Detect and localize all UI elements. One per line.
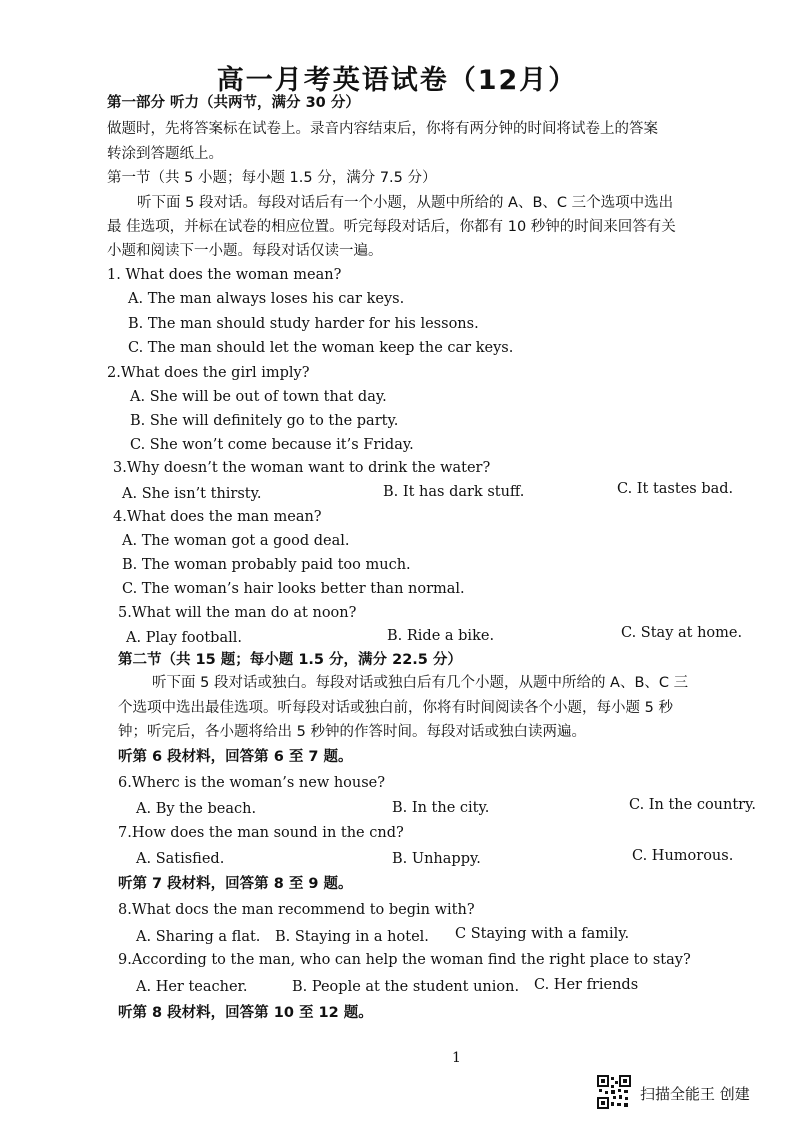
question-5-option-c: C. Stay at home.: [621, 625, 743, 641]
question-3-option-c: C. It tastes bad.: [617, 481, 734, 497]
part1-intro-line1: 做题时，先将答案标在试卷上。录音内容结束后，你将有两分钟的时间将试卷上的答案: [107, 121, 658, 137]
section1-instr-line1: 听下面 5 段对话。每段对话后有一个小题，从题中所给的 A、B、C 三个选项中选出: [137, 195, 674, 211]
page-title: 高一月考英语试卷（12月）: [216, 65, 578, 96]
question-3-stem: 3.Why doesn’t the woman want to drink the water?: [113, 460, 491, 476]
scanner-watermark: 扫描全能王 创建: [640, 1085, 750, 1103]
question-8-stem: 8.What docs the man recommend to begin with?: [118, 902, 475, 918]
question-9-stem: 9.According to the man, who can help the woman find the right place to stay?: [118, 952, 691, 968]
question-2-option-c: C. She won’t come because it’s Friday.: [130, 437, 414, 453]
question-5-stem: 5.What will the man do at noon?: [118, 605, 357, 621]
question-9-option-a: A. Her teacher.: [136, 979, 248, 995]
question-9-option-b: B. People at the student union.: [292, 979, 520, 995]
qr-code-icon: [597, 1075, 631, 1109]
question-3-option-a: A. She isn’t thirsty.: [122, 486, 262, 502]
question-8-option-a: A. Sharing a flat.: [136, 929, 261, 945]
question-9-option-c: C. Her friends: [534, 977, 639, 993]
question-3-option-b: B. It has dark stuff.: [383, 484, 525, 500]
question-1-option-b: B. The man should study harder for his lessons.: [128, 316, 479, 332]
material-6-heading: 听第 6 段材料，回答第 6 至 7 题。: [118, 749, 353, 765]
section2-instr-line2: 个选项中选出最佳选项。听每段对话或独白前，你将有时间阅读各个小题，每小题 5 秒: [118, 700, 673, 716]
question-6-option-b: B. In the city.: [392, 800, 490, 816]
section2-instr-line3: 钟；听完后，各小题将给出 5 秒钟的作答时间。每段对话或独白读两遍。: [118, 724, 586, 740]
question-1-stem: 1. What does the woman mean?: [107, 267, 342, 283]
section2-heading: 第二节（共 15 题；每小题 1.5 分，满分 22.5 分）: [118, 652, 462, 668]
question-2-stem: 2.What does the girl imply?: [107, 365, 310, 381]
section1-heading: 第一节（共 5 小题；每小题 1.5 分，满分 7.5 分）: [107, 170, 437, 186]
question-5-option-b: B. Ride a bike.: [387, 628, 495, 644]
question-6-option-c: C. In the country.: [629, 797, 756, 813]
section2-instr-line1: 听下面 5 段对话或独白。每段对话或独白后有几个小题，从题中所给的 A、B、C 三: [152, 675, 689, 691]
question-4-option-b: B. The woman probably paid too much.: [122, 557, 411, 573]
part1-intro-line2: 转涂到答题纸上。: [107, 146, 223, 162]
question-4-option-a: A. The woman got a good deal.: [122, 533, 350, 549]
question-5-option-a: A. Play football.: [126, 630, 242, 646]
question-7-option-c: C. Humorous.: [632, 848, 734, 864]
question-4-stem: 4.What does the man mean?: [113, 509, 322, 525]
material-8-heading: 听第 8 段材料，回答第 10 至 12 题。: [118, 1005, 373, 1021]
material-7-heading: 听第 7 段材料，回答第 8 至 9 题。: [118, 876, 353, 892]
page-number: 1: [452, 1050, 461, 1066]
question-4-option-c: C. The woman’s hair looks better than normal.: [122, 581, 465, 597]
question-7-option-a: A. Satisfied.: [136, 851, 225, 867]
question-7-option-b: B. Unhappy.: [392, 851, 481, 867]
section1-instr-line2: 最 佳选项，并标在试卷的相应位置。听完每段对话后，你都有 10 秒钟的时间来回答有关: [107, 219, 676, 235]
question-7-stem: 7.How does the man sound in the cnd?: [118, 825, 404, 841]
part1-heading: 第一部分 听力（共两节，满分 30 分）: [107, 95, 360, 111]
question-2-option-b: B. She will definitely go to the party.: [130, 413, 399, 429]
question-8-option-b: B. Staying in a hotel.: [275, 929, 429, 945]
question-2-option-a: A. She will be out of town that day.: [130, 389, 387, 405]
question-6-stem: 6.Wherc is the woman’s new house?: [118, 775, 386, 791]
section1-instr-line3: 小题和阅读下一小题。每段对话仅读一遍。: [107, 243, 383, 259]
question-8-option-c: C Staying with a family.: [455, 926, 630, 942]
question-1-option-c: C. The man should let the woman keep the car keys.: [128, 340, 514, 356]
question-1-option-a: A. The man always loses his car keys.: [128, 291, 405, 307]
question-6-option-a: A. By the beach.: [136, 801, 257, 817]
